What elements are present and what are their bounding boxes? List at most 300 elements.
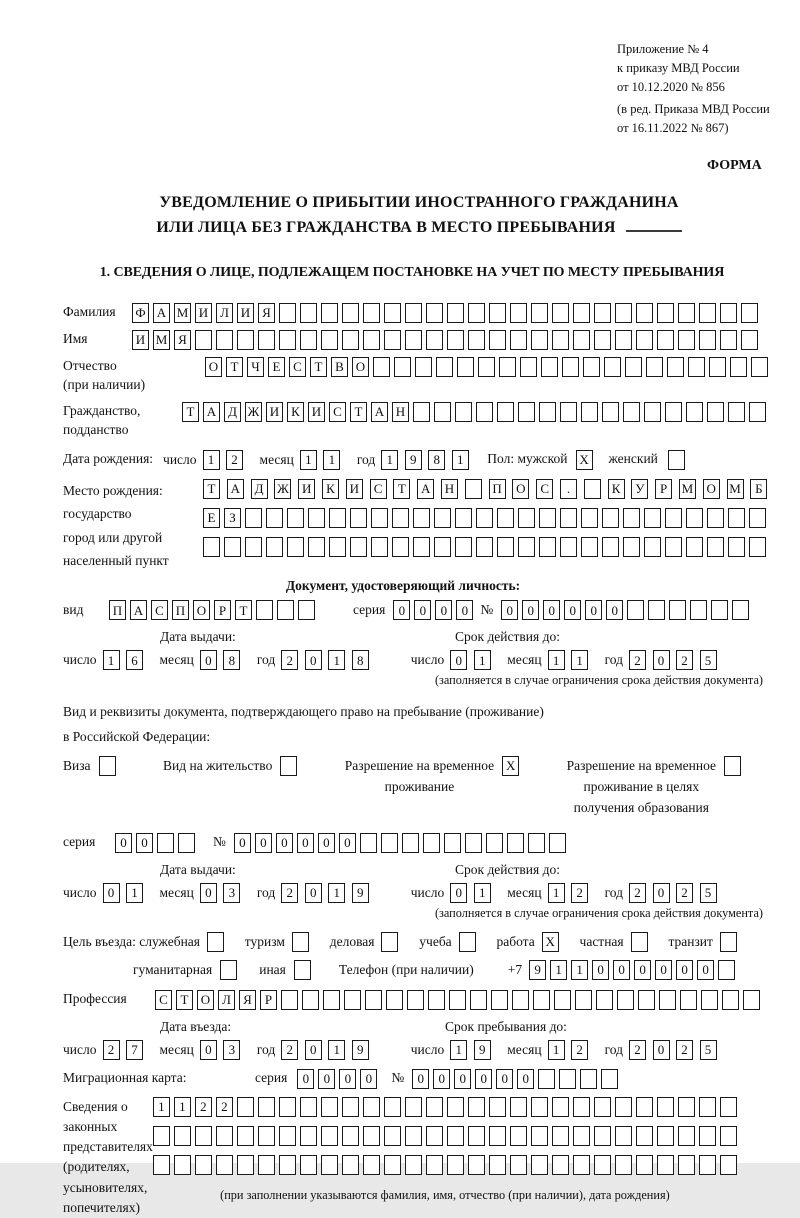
char-cell[interactable] xyxy=(428,990,445,1010)
char-cell[interactable]: 0 xyxy=(435,600,452,620)
char-cell[interactable] xyxy=(373,357,390,377)
gender-female-checkbox[interactable] xyxy=(668,450,685,470)
char-cell[interactable] xyxy=(644,508,661,528)
char-cell[interactable] xyxy=(575,990,592,1010)
char-cell[interactable] xyxy=(153,1126,170,1146)
char-cell[interactable]: О xyxy=(352,357,369,377)
residence-valid-year-cells[interactable] xyxy=(629,883,723,903)
char-cell[interactable]: 0 xyxy=(339,1069,356,1089)
char-cell[interactable]: 6 xyxy=(126,650,143,670)
char-cell[interactable] xyxy=(636,1097,653,1117)
char-cell[interactable] xyxy=(423,833,440,853)
purpose-work-checkbox[interactable]: X xyxy=(542,932,559,952)
phone-cells[interactable] xyxy=(529,960,739,980)
char-cell[interactable] xyxy=(552,1155,569,1175)
char-cell[interactable] xyxy=(538,1069,555,1089)
char-cell[interactable]: 0 xyxy=(543,600,560,620)
char-cell[interactable] xyxy=(394,357,411,377)
char-cell[interactable] xyxy=(415,357,432,377)
char-cell[interactable]: . xyxy=(560,479,577,499)
char-cell[interactable] xyxy=(277,600,294,620)
char-cell[interactable] xyxy=(584,479,601,499)
char-cell[interactable] xyxy=(560,537,577,557)
char-cell[interactable] xyxy=(720,1155,737,1175)
char-cell[interactable]: 9 xyxy=(352,883,369,903)
char-cell[interactable]: 0 xyxy=(501,600,518,620)
char-cell[interactable] xyxy=(638,990,655,1010)
char-cell[interactable]: 5 xyxy=(700,1040,717,1060)
char-cell[interactable]: 2 xyxy=(216,1097,233,1117)
char-cell[interactable] xyxy=(279,1097,296,1117)
char-cell[interactable] xyxy=(350,537,367,557)
char-cell[interactable] xyxy=(627,600,644,620)
residence-valid-month-cells[interactable] xyxy=(548,883,595,903)
char-cell[interactable] xyxy=(457,357,474,377)
char-cell[interactable]: Т xyxy=(350,402,367,422)
char-cell[interactable]: О xyxy=(703,479,720,499)
char-cell[interactable] xyxy=(321,1155,338,1175)
char-cell[interactable] xyxy=(648,600,665,620)
char-cell[interactable]: Р xyxy=(260,990,277,1010)
char-cell[interactable] xyxy=(604,357,621,377)
char-cell[interactable]: 0 xyxy=(305,1040,322,1060)
char-cell[interactable]: И xyxy=(237,303,254,323)
char-cell[interactable] xyxy=(720,303,737,323)
valid-month-cells[interactable] xyxy=(548,650,595,670)
char-cell[interactable]: 2 xyxy=(195,1097,212,1117)
char-cell[interactable] xyxy=(644,402,661,422)
char-cell[interactable]: 0 xyxy=(634,960,651,980)
char-cell[interactable]: С xyxy=(151,600,168,620)
char-cell[interactable] xyxy=(728,508,745,528)
purpose-business-checkbox[interactable] xyxy=(381,932,398,952)
char-cell[interactable] xyxy=(216,330,233,350)
char-cell[interactable]: А xyxy=(203,402,220,422)
char-cell[interactable]: Т xyxy=(176,990,193,1010)
char-cell[interactable] xyxy=(465,479,482,499)
char-cell[interactable] xyxy=(711,600,728,620)
char-cell[interactable] xyxy=(497,402,514,422)
char-cell[interactable] xyxy=(749,508,766,528)
char-cell[interactable]: 0 xyxy=(676,960,693,980)
char-cell[interactable] xyxy=(688,357,705,377)
char-cell[interactable]: Е xyxy=(203,508,220,528)
char-cell[interactable] xyxy=(615,330,632,350)
char-cell[interactable]: К xyxy=(287,402,304,422)
char-cell[interactable]: 0 xyxy=(414,600,431,620)
char-cell[interactable] xyxy=(560,402,577,422)
char-cell[interactable] xyxy=(507,833,524,853)
char-cell[interactable]: П xyxy=(172,600,189,620)
char-cell[interactable]: О xyxy=(197,990,214,1010)
char-cell[interactable] xyxy=(323,990,340,1010)
char-cell[interactable] xyxy=(178,833,195,853)
char-cell[interactable]: 2 xyxy=(676,1040,693,1060)
char-cell[interactable] xyxy=(573,1155,590,1175)
char-cell[interactable] xyxy=(594,303,611,323)
char-cell[interactable] xyxy=(491,990,508,1010)
char-cell[interactable] xyxy=(237,1155,254,1175)
char-cell[interactable] xyxy=(667,357,684,377)
stay-day-cells[interactable] xyxy=(450,1040,497,1060)
char-cell[interactable] xyxy=(266,508,283,528)
char-cell[interactable] xyxy=(678,303,695,323)
residence-number-cells[interactable] xyxy=(234,833,570,853)
char-cell[interactable] xyxy=(678,1155,695,1175)
char-cell[interactable] xyxy=(384,303,401,323)
char-cell[interactable] xyxy=(392,537,409,557)
char-cell[interactable]: И xyxy=(346,479,363,499)
char-cell[interactable] xyxy=(329,537,346,557)
valid-year-cells[interactable] xyxy=(629,650,723,670)
char-cell[interactable] xyxy=(623,402,640,422)
char-cell[interactable] xyxy=(562,357,579,377)
char-cell[interactable] xyxy=(541,357,558,377)
char-cell[interactable]: Т xyxy=(203,479,220,499)
char-cell[interactable]: 2 xyxy=(629,1040,646,1060)
char-cell[interactable] xyxy=(342,330,359,350)
char-cell[interactable]: О xyxy=(205,357,222,377)
char-cell[interactable] xyxy=(510,330,527,350)
char-cell[interactable] xyxy=(203,537,220,557)
char-cell[interactable] xyxy=(266,537,283,557)
char-cell[interactable] xyxy=(371,508,388,528)
char-cell[interactable] xyxy=(363,303,380,323)
char-cell[interactable] xyxy=(510,1097,527,1117)
char-cell[interactable] xyxy=(237,330,254,350)
char-cell[interactable]: С xyxy=(536,479,553,499)
char-cell[interactable]: 0 xyxy=(522,600,539,620)
char-cell[interactable] xyxy=(405,1155,422,1175)
char-cell[interactable] xyxy=(552,330,569,350)
char-cell[interactable]: 2 xyxy=(103,1040,120,1060)
char-cell[interactable]: Н xyxy=(441,479,458,499)
char-cell[interactable] xyxy=(594,1155,611,1175)
char-cell[interactable]: 0 xyxy=(454,1069,471,1089)
char-cell[interactable] xyxy=(256,600,273,620)
surname-cells[interactable] xyxy=(132,303,762,323)
char-cell[interactable]: 0 xyxy=(450,883,467,903)
char-cell[interactable] xyxy=(531,303,548,323)
char-cell[interactable]: 5 xyxy=(700,650,717,670)
char-cell[interactable]: 8 xyxy=(428,450,445,470)
char-cell[interactable] xyxy=(342,1126,359,1146)
char-cell[interactable]: Р xyxy=(655,479,672,499)
char-cell[interactable] xyxy=(539,402,556,422)
char-cell[interactable] xyxy=(455,402,472,422)
char-cell[interactable]: 1 xyxy=(548,883,565,903)
char-cell[interactable] xyxy=(308,537,325,557)
char-cell[interactable]: 1 xyxy=(328,1040,345,1060)
char-cell[interactable]: М xyxy=(174,303,191,323)
char-cell[interactable]: 9 xyxy=(352,1040,369,1060)
char-cell[interactable] xyxy=(308,508,325,528)
char-cell[interactable]: 2 xyxy=(281,1040,298,1060)
char-cell[interactable]: Б xyxy=(750,479,767,499)
char-cell[interactable]: У xyxy=(631,479,648,499)
char-cell[interactable] xyxy=(678,1097,695,1117)
char-cell[interactable]: 0 xyxy=(475,1069,492,1089)
char-cell[interactable] xyxy=(720,1097,737,1117)
char-cell[interactable]: 0 xyxy=(697,960,714,980)
char-cell[interactable]: 2 xyxy=(629,883,646,903)
char-cell[interactable] xyxy=(363,330,380,350)
char-cell[interactable]: 1 xyxy=(452,450,469,470)
char-cell[interactable] xyxy=(402,833,419,853)
residence-valid-day-cells[interactable] xyxy=(450,883,497,903)
char-cell[interactable] xyxy=(447,1126,464,1146)
char-cell[interactable] xyxy=(342,303,359,323)
char-cell[interactable]: А xyxy=(130,600,147,620)
char-cell[interactable]: П xyxy=(109,600,126,620)
char-cell[interactable] xyxy=(581,402,598,422)
char-cell[interactable] xyxy=(718,960,735,980)
char-cell[interactable] xyxy=(749,537,766,557)
legal-rep-cells-row3[interactable] xyxy=(153,1155,741,1175)
char-cell[interactable] xyxy=(552,1126,569,1146)
char-cell[interactable] xyxy=(384,1155,401,1175)
char-cell[interactable] xyxy=(258,330,275,350)
char-cell[interactable]: 0 xyxy=(613,960,630,980)
char-cell[interactable]: 1 xyxy=(381,450,398,470)
char-cell[interactable] xyxy=(573,303,590,323)
char-cell[interactable]: Т xyxy=(310,357,327,377)
char-cell[interactable] xyxy=(720,330,737,350)
char-cell[interactable] xyxy=(476,537,493,557)
char-cell[interactable] xyxy=(510,1126,527,1146)
char-cell[interactable] xyxy=(636,330,653,350)
char-cell[interactable]: 9 xyxy=(405,450,422,470)
char-cell[interactable]: 0 xyxy=(305,883,322,903)
char-cell[interactable] xyxy=(405,1097,422,1117)
char-cell[interactable] xyxy=(665,537,682,557)
char-cell[interactable]: 2 xyxy=(629,650,646,670)
char-cell[interactable] xyxy=(583,357,600,377)
char-cell[interactable] xyxy=(531,1155,548,1175)
char-cell[interactable] xyxy=(636,303,653,323)
char-cell[interactable]: 1 xyxy=(300,450,317,470)
char-cell[interactable] xyxy=(623,508,640,528)
char-cell[interactable] xyxy=(531,1126,548,1146)
char-cell[interactable] xyxy=(279,1126,296,1146)
char-cell[interactable] xyxy=(426,330,443,350)
stay-month-cells[interactable] xyxy=(548,1040,595,1060)
char-cell[interactable] xyxy=(434,537,451,557)
char-cell[interactable] xyxy=(436,357,453,377)
char-cell[interactable] xyxy=(665,402,682,422)
char-cell[interactable]: Я xyxy=(258,303,275,323)
char-cell[interactable] xyxy=(405,303,422,323)
char-cell[interactable]: М xyxy=(153,330,170,350)
char-cell[interactable]: 0 xyxy=(115,833,132,853)
valid-day-cells[interactable] xyxy=(450,650,497,670)
char-cell[interactable]: 2 xyxy=(676,650,693,670)
char-cell[interactable] xyxy=(615,303,632,323)
char-cell[interactable] xyxy=(552,1097,569,1117)
char-cell[interactable]: 0 xyxy=(433,1069,450,1089)
char-cell[interactable]: О xyxy=(193,600,210,620)
char-cell[interactable] xyxy=(741,303,758,323)
issue-month-cells[interactable] xyxy=(200,650,247,670)
char-cell[interactable] xyxy=(743,990,760,1010)
char-cell[interactable] xyxy=(405,1126,422,1146)
char-cell[interactable] xyxy=(407,990,424,1010)
char-cell[interactable]: 2 xyxy=(571,883,588,903)
char-cell[interactable] xyxy=(298,600,315,620)
char-cell[interactable] xyxy=(531,330,548,350)
char-cell[interactable] xyxy=(468,1155,485,1175)
char-cell[interactable] xyxy=(329,508,346,528)
char-cell[interactable] xyxy=(581,537,598,557)
char-cell[interactable]: 1 xyxy=(474,650,491,670)
char-cell[interactable] xyxy=(321,303,338,323)
char-cell[interactable]: И xyxy=(308,402,325,422)
char-cell[interactable] xyxy=(497,508,514,528)
char-cell[interactable] xyxy=(405,330,422,350)
char-cell[interactable] xyxy=(174,1126,191,1146)
char-cell[interactable] xyxy=(237,1126,254,1146)
char-cell[interactable]: Т xyxy=(226,357,243,377)
char-cell[interactable] xyxy=(153,1155,170,1175)
char-cell[interactable]: О xyxy=(512,479,529,499)
char-cell[interactable] xyxy=(518,402,535,422)
char-cell[interactable]: С xyxy=(329,402,346,422)
char-cell[interactable]: Ф xyxy=(132,303,149,323)
char-cell[interactable] xyxy=(300,1097,317,1117)
purpose-tourism-checkbox[interactable] xyxy=(292,932,309,952)
char-cell[interactable] xyxy=(686,508,703,528)
char-cell[interactable]: 1 xyxy=(203,450,220,470)
residence-issue-month-cells[interactable] xyxy=(200,883,247,903)
char-cell[interactable]: 3 xyxy=(223,883,240,903)
patronymic-cells[interactable] xyxy=(205,357,772,377)
char-cell[interactable] xyxy=(707,508,724,528)
legal-rep-cells-row2[interactable] xyxy=(153,1126,741,1146)
char-cell[interactable] xyxy=(434,508,451,528)
profession-cells[interactable] xyxy=(155,990,764,1010)
char-cell[interactable]: К xyxy=(322,479,339,499)
char-cell[interactable]: 1 xyxy=(174,1097,191,1117)
char-cell[interactable]: З xyxy=(224,508,241,528)
char-cell[interactable] xyxy=(665,508,682,528)
doc-kind-cells[interactable] xyxy=(109,600,319,620)
char-cell[interactable] xyxy=(560,508,577,528)
char-cell[interactable] xyxy=(195,1155,212,1175)
char-cell[interactable] xyxy=(449,990,466,1010)
migration-series-cells[interactable] xyxy=(297,1069,381,1089)
doc-series-cells[interactable] xyxy=(393,600,477,620)
char-cell[interactable] xyxy=(722,990,739,1010)
char-cell[interactable] xyxy=(707,537,724,557)
char-cell[interactable] xyxy=(615,1126,632,1146)
char-cell[interactable] xyxy=(344,990,361,1010)
char-cell[interactable]: Ж xyxy=(245,402,262,422)
char-cell[interactable] xyxy=(468,330,485,350)
char-cell[interactable] xyxy=(636,1155,653,1175)
char-cell[interactable] xyxy=(539,508,556,528)
char-cell[interactable]: П xyxy=(489,479,506,499)
char-cell[interactable] xyxy=(447,1097,464,1117)
char-cell[interactable]: 1 xyxy=(328,883,345,903)
char-cell[interactable] xyxy=(602,508,619,528)
char-cell[interactable] xyxy=(371,537,388,557)
char-cell[interactable]: 0 xyxy=(517,1069,534,1089)
char-cell[interactable] xyxy=(581,508,598,528)
char-cell[interactable] xyxy=(455,508,472,528)
char-cell[interactable]: 0 xyxy=(393,600,410,620)
char-cell[interactable]: 2 xyxy=(226,450,243,470)
char-cell[interactable] xyxy=(489,1155,506,1175)
entry-year-cells[interactable] xyxy=(281,1040,375,1060)
char-cell[interactable]: С xyxy=(289,357,306,377)
char-cell[interactable]: Ч xyxy=(247,357,264,377)
char-cell[interactable]: 0 xyxy=(276,833,293,853)
char-cell[interactable]: С xyxy=(370,479,387,499)
char-cell[interactable] xyxy=(657,303,674,323)
char-cell[interactable]: 0 xyxy=(412,1069,429,1089)
char-cell[interactable]: 1 xyxy=(548,1040,565,1060)
char-cell[interactable] xyxy=(749,402,766,422)
char-cell[interactable] xyxy=(533,990,550,1010)
char-cell[interactable] xyxy=(602,537,619,557)
char-cell[interactable] xyxy=(617,990,634,1010)
char-cell[interactable] xyxy=(678,1126,695,1146)
firstname-cells[interactable] xyxy=(132,330,762,350)
char-cell[interactable] xyxy=(279,1155,296,1175)
temp-residence-edu-checkbox[interactable] xyxy=(724,756,741,776)
char-cell[interactable] xyxy=(444,833,461,853)
char-cell[interactable]: 8 xyxy=(223,650,240,670)
char-cell[interactable]: 0 xyxy=(103,883,120,903)
char-cell[interactable]: 1 xyxy=(126,883,143,903)
char-cell[interactable] xyxy=(699,1155,716,1175)
char-cell[interactable] xyxy=(594,1126,611,1146)
char-cell[interactable]: 0 xyxy=(318,1069,335,1089)
char-cell[interactable] xyxy=(728,402,745,422)
legal-rep-cells-row1[interactable] xyxy=(153,1097,741,1117)
char-cell[interactable] xyxy=(497,537,514,557)
char-cell[interactable]: 0 xyxy=(255,833,272,853)
char-cell[interactable]: 0 xyxy=(200,1040,217,1060)
char-cell[interactable] xyxy=(426,1155,443,1175)
birth-year-cells[interactable] xyxy=(381,450,475,470)
char-cell[interactable]: 9 xyxy=(474,1040,491,1060)
char-cell[interactable] xyxy=(709,357,726,377)
char-cell[interactable]: 1 xyxy=(153,1097,170,1117)
char-cell[interactable] xyxy=(730,357,747,377)
char-cell[interactable]: 0 xyxy=(456,600,473,620)
char-cell[interactable]: Я xyxy=(174,330,191,350)
char-cell[interactable]: Е xyxy=(268,357,285,377)
char-cell[interactable] xyxy=(478,357,495,377)
char-cell[interactable] xyxy=(384,1097,401,1117)
char-cell[interactable]: М xyxy=(727,479,744,499)
char-cell[interactable]: А xyxy=(227,479,244,499)
char-cell[interactable] xyxy=(258,1097,275,1117)
char-cell[interactable] xyxy=(287,508,304,528)
char-cell[interactable] xyxy=(669,600,686,620)
char-cell[interactable] xyxy=(518,537,535,557)
char-cell[interactable]: 0 xyxy=(592,960,609,980)
char-cell[interactable] xyxy=(573,330,590,350)
char-cell[interactable] xyxy=(573,1126,590,1146)
purpose-study-checkbox[interactable] xyxy=(459,932,476,952)
char-cell[interactable] xyxy=(258,1126,275,1146)
char-cell[interactable]: 0 xyxy=(234,833,251,853)
char-cell[interactable] xyxy=(601,1069,618,1089)
char-cell[interactable] xyxy=(468,1097,485,1117)
migration-number-cells[interactable] xyxy=(412,1069,622,1089)
